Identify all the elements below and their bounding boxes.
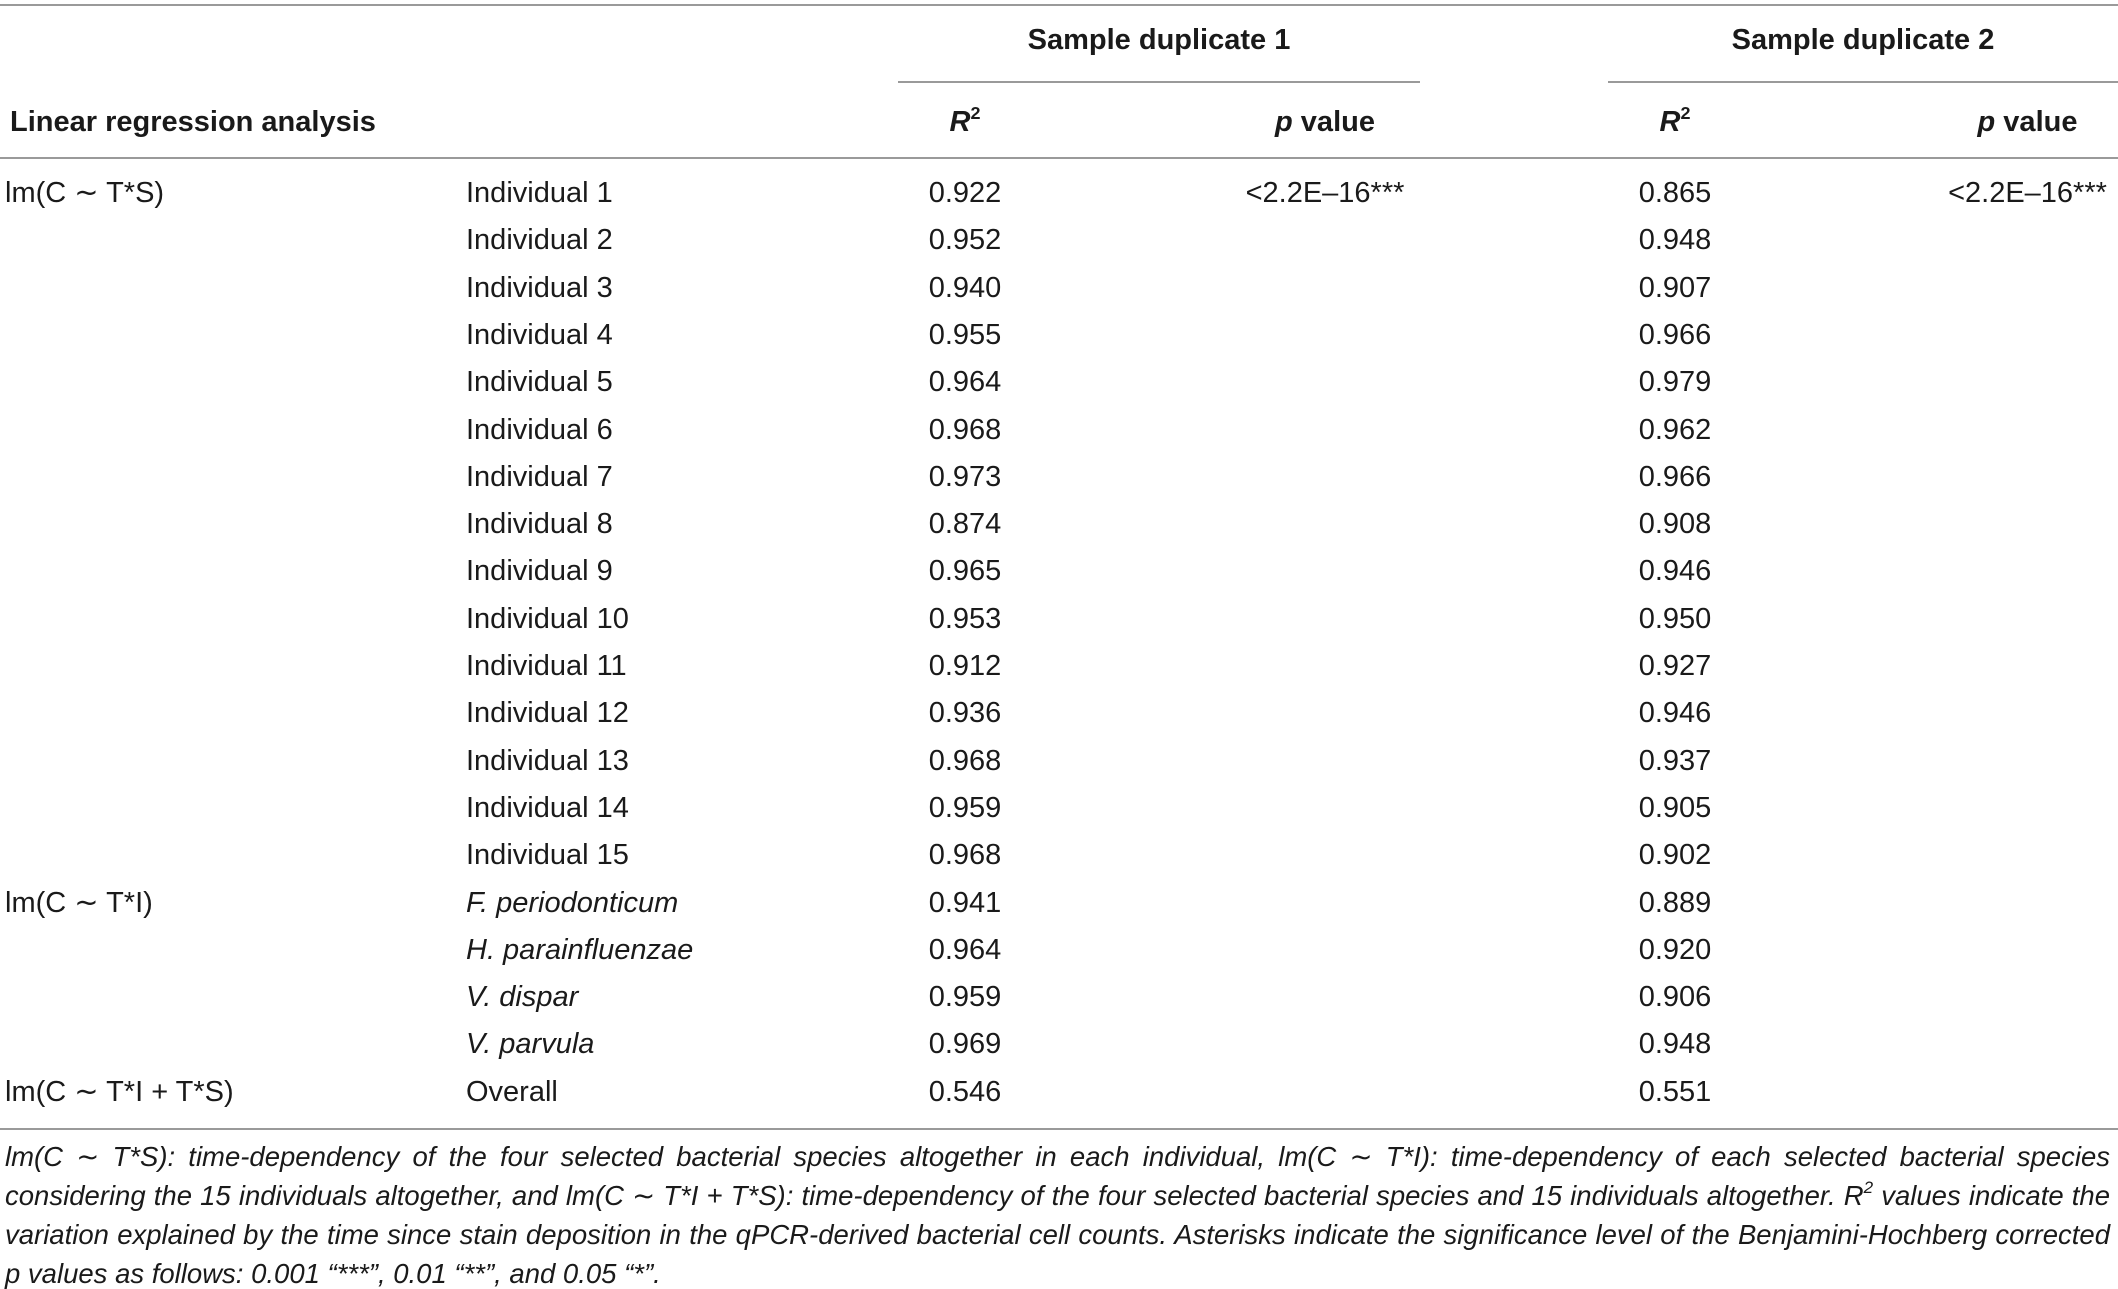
p-value-word: value — [1292, 106, 1375, 138]
table-footnote — [5, 1137, 2110, 1289]
p-value-word: value — [1995, 106, 2078, 138]
p-dup1-cell: <2.2E–16*** — [1245, 177, 1405, 209]
header-bottom-rule — [0, 157, 2118, 159]
row-label-cell: Individual 3 — [466, 272, 613, 304]
r2-dup1-cell: 0.952 — [928, 224, 1002, 256]
r2-dup1-cell: 0.922 — [928, 177, 1002, 209]
model-cell: lm(C ∼ T*I + T*S) — [5, 1076, 234, 1108]
col-header-r2-dup1 — [900, 104, 1030, 140]
dup2-group-rule — [1608, 81, 2118, 83]
r2-dup2-cell: 0.865 — [1638, 177, 1712, 209]
r2-dup2-cell: 0.979 — [1638, 366, 1712, 398]
r2-dup2-cell: 0.962 — [1638, 414, 1712, 446]
footnote-part1: lm(C ∼ T*S): time-dependency of the four selected bacterial species altogether in each individual, lm(C ∼ T*I): time-dependency of each selected bacterial species considering the 15 individuals altogether, and lm(C ∼ T*I + T*S): time-dependency of the four selected bacterial species and 15 individuals altogether. R — [5, 1141, 2110, 1211]
r2-dup1-cell: 0.941 — [928, 887, 1002, 919]
r2-dup1-cell: 0.969 — [928, 1028, 1002, 1060]
r2-dup2-cell: 0.966 — [1638, 319, 1712, 351]
r2-dup1-cell: 0.936 — [928, 697, 1002, 729]
row-label-cell: H. parainfluenzae — [466, 934, 694, 966]
row-label-cell: F. periodonticum — [466, 887, 679, 919]
model-cell: lm(C ∼ T*I) — [5, 887, 153, 919]
col-header-p-dup1 — [1230, 104, 1420, 140]
row-label-cell: Individual 9 — [466, 555, 613, 587]
r2-dup2-cell: 0.950 — [1638, 603, 1712, 635]
row-label-cell: Individual 14 — [466, 792, 629, 824]
col-header-p-dup2 — [1935, 104, 2118, 140]
row-label-cell: Individual 13 — [466, 745, 629, 777]
r2-dup1-cell: 0.968 — [928, 745, 1002, 777]
r2-dup2-cell: 0.946 — [1638, 555, 1712, 587]
row-label-cell: Individual 15 — [466, 839, 629, 871]
r2-symbol: R — [1659, 106, 1681, 138]
r2-dup2-cell: 0.948 — [1638, 1028, 1712, 1060]
r2-dup1-cell: 0.968 — [928, 839, 1002, 871]
r2-dup1-cell: 0.965 — [928, 555, 1002, 587]
group-header-dup2: Sample duplicate 2 — [1731, 24, 1995, 56]
r2-dup2-cell: 0.551 — [1638, 1076, 1712, 1108]
r2-dup2-cell: 0.907 — [1638, 272, 1712, 304]
r2-dup1-cell: 0.964 — [928, 366, 1002, 398]
r2-dup2-cell: 0.902 — [1638, 839, 1712, 871]
r2-dup1-cell: 0.964 — [928, 934, 1002, 966]
row-label-cell: V. dispar — [466, 981, 579, 1013]
r2-dup2-cell: 0.946 — [1638, 697, 1712, 729]
r2-dup2-cell: 0.948 — [1638, 224, 1712, 256]
row-label-cell: Individual 2 — [466, 224, 613, 256]
row-label-cell: Individual 8 — [466, 508, 613, 540]
row-label-cell: Individual 4 — [466, 319, 613, 351]
p-symbol: p — [1977, 106, 1996, 138]
row-label-cell: Individual 11 — [466, 650, 627, 682]
r2-dup1-cell: 0.959 — [928, 792, 1002, 824]
r2-dup2-cell: 0.920 — [1638, 934, 1712, 966]
row-label-cell: Individual 7 — [466, 461, 613, 493]
row-label-cell: Individual 6 — [466, 414, 613, 446]
row-label-cell: Individual 12 — [466, 697, 629, 729]
col-header-r2-dup2 — [1610, 104, 1740, 140]
r2-dup1-cell: 0.955 — [928, 319, 1002, 351]
p-symbol: p — [1275, 106, 1293, 138]
r2-dup2-cell: 0.906 — [1638, 981, 1712, 1013]
footnote-superscript: 2 — [1863, 1178, 1874, 1198]
model-cell: lm(C ∼ T*S) — [5, 177, 165, 209]
r2-dup1-cell: 0.959 — [928, 981, 1002, 1013]
col-header-analysis: Linear regression analysis — [10, 106, 376, 138]
r2-symbol: R — [949, 106, 971, 138]
r2-dup2-cell: 0.908 — [1638, 508, 1712, 540]
row-label-cell: Overall — [466, 1076, 558, 1108]
footnote-part2: values indicate the variation explained by the time since stain deposition in the qPCR-derived bacterial cell counts. Asterisks indicate the significance level of the Benjamini-Hochberg corrected p values as follows: 0.001 “***”, 0.01 “**”, and 0.05 “*”. — [5, 1180, 2110, 1289]
row-label-cell: V. parvula — [466, 1028, 595, 1060]
r2-dup2-cell: 0.937 — [1638, 745, 1712, 777]
p-dup2-cell: <2.2E–16*** — [1948, 177, 2107, 209]
r2-dup1-cell: 0.940 — [928, 272, 1002, 304]
r2-dup1-cell: 0.912 — [928, 650, 1002, 682]
r2-superscript: 2 — [970, 102, 981, 123]
r2-dup1-cell: 0.973 — [928, 461, 1002, 493]
table-bottom-rule — [0, 1128, 2118, 1130]
row-label-cell: Individual 5 — [466, 366, 613, 398]
r2-superscript: 2 — [1680, 102, 1691, 123]
r2-dup2-cell: 0.889 — [1638, 887, 1712, 919]
r2-dup2-cell: 0.927 — [1638, 650, 1712, 682]
r2-dup1-cell: 0.953 — [928, 603, 1002, 635]
r2-dup1-cell: 0.874 — [928, 508, 1002, 540]
r2-dup2-cell: 0.905 — [1638, 792, 1712, 824]
r2-dup1-cell: 0.968 — [928, 414, 1002, 446]
dup1-group-rule — [898, 81, 1420, 83]
r2-dup1-cell: 0.546 — [928, 1076, 1002, 1108]
row-label-cell: Individual 10 — [466, 603, 629, 635]
row-label-cell: Individual 1 — [466, 177, 613, 209]
r2-dup2-cell: 0.966 — [1638, 461, 1712, 493]
table-top-rule — [0, 4, 2118, 6]
group-header-dup1: Sample duplicate 1 — [1027, 24, 1291, 56]
